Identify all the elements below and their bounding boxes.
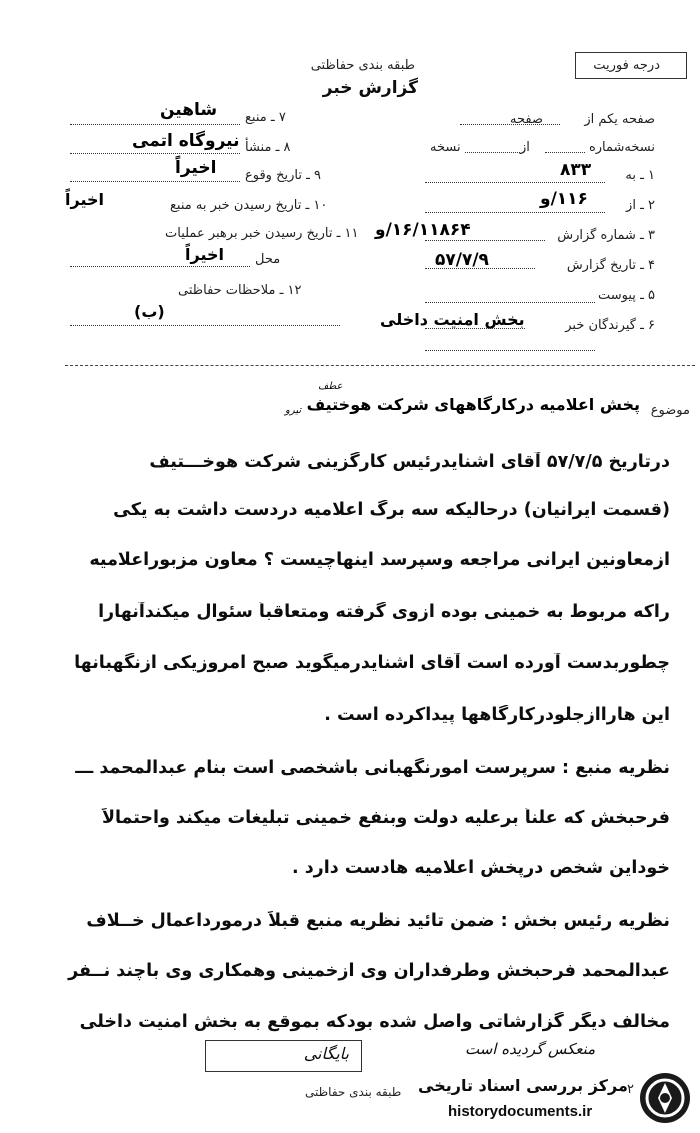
origin-label: ۸ ـ منشأ bbox=[245, 140, 291, 155]
source-receipt-date-value: اخیراً bbox=[65, 190, 104, 209]
copy-number-label: نسخه‌شماره bbox=[588, 140, 655, 155]
classification-label: طبقه بندی حفاظتی bbox=[310, 58, 415, 73]
recipients-label: ۶ ـ گیرندگان خبر bbox=[565, 318, 655, 333]
security-notes-label: ۱۲ ـ ملاحظات حفاظتی bbox=[178, 283, 302, 298]
footer-classification-label: طبقه بندی حفاظتی bbox=[305, 1085, 402, 1099]
report-number-label: ۳ ـ شماره گزارش bbox=[557, 228, 655, 243]
urgency-box bbox=[575, 52, 687, 79]
archive-stamp bbox=[205, 1040, 362, 1072]
stamp-text: بایگانی bbox=[303, 1044, 349, 1063]
event-date-value: اخیراً bbox=[175, 158, 217, 178]
recipients-value: بخش امنیت داخلی bbox=[380, 310, 525, 329]
body-line: چطوربدست آورده است آقای اشنایدرمیگوید صبح امروزیکی ازنگهبانها bbox=[74, 653, 670, 673]
watermark-url[interactable]: historydocuments.ir bbox=[448, 1103, 593, 1120]
watermark-org-name: مرکز بررسی اسناد تاریخی bbox=[418, 1076, 628, 1095]
handwritten-note: منعکس گردیده است bbox=[465, 1040, 596, 1058]
event-date-label: ۹ ـ تاریخ وقوع bbox=[245, 168, 322, 183]
body-line: فرحبخش که علناً برعلیه دولت وبنفع خمینی تبلیغات میکند واحتمالاً bbox=[101, 808, 670, 828]
origin-value: نیروگاه اتمی bbox=[132, 131, 240, 151]
body-line: درتاریخ ۵۷/۷/۵ آقای اشنایدرئیس کارگزینی شرکت هوخـــتیف bbox=[149, 452, 670, 472]
page-label: صفحه bbox=[510, 112, 543, 127]
body-line: نظریه منبع : سرپرست امورنگهبانی باشخصی است بنام عبدالمحمد ـــ bbox=[75, 758, 670, 778]
source-receipt-date-label: ۱۰ ـ تاریخ رسیدن خبر به منبع bbox=[170, 198, 328, 213]
to-value: ۸۳۳ bbox=[560, 160, 592, 180]
body-line: این هاراازجلودرکارگاهها پیداکرده است . bbox=[324, 705, 670, 725]
subject-text: پخش اعلامیه درکارگاههای شرکت هوختیف bbox=[306, 395, 640, 414]
report-number-value: ۱۶/۱۱۸۶۴/و bbox=[375, 220, 471, 240]
page-number: ۲ bbox=[627, 1082, 634, 1097]
body-line: (قسمت ایرانیان) درحالیکه سه برگ اعلامیه دردست داشت به یکی bbox=[113, 500, 670, 520]
subject-label: موضوع bbox=[650, 403, 690, 418]
body-line: ازمعاونین ایرانی مراجعه وسپرسد اینهاچیست ؟ معاون مزبوراعلامیه bbox=[89, 550, 670, 570]
document-title: گزارش خبر bbox=[322, 78, 418, 98]
copy-of-label: از bbox=[520, 140, 530, 155]
from-value: ۱۱۶/و bbox=[540, 189, 588, 209]
copy-label: نسخه bbox=[430, 140, 461, 155]
archive-logo-icon bbox=[640, 1073, 690, 1123]
body-line: خوداین شخص درپخش اعلامیه هادست دارد . bbox=[291, 858, 670, 878]
security-notes-value: (ب) bbox=[134, 302, 165, 321]
location-value: اخیراً bbox=[185, 245, 224, 264]
report-date-value: ۵۷/۷/۹ bbox=[435, 250, 489, 270]
page-of-label: صفحه یکم از bbox=[584, 112, 655, 127]
body-line: مخالف دیگر گزارشاتی واصل شده بودکه بموقع به بخش امنیت داخلی bbox=[79, 1012, 670, 1032]
body-line: عبدالمحمد فرحبخش وطرفداران وی ازخمینی وهمکاری وی باچند نــفر bbox=[68, 961, 670, 981]
location-label: محل bbox=[255, 252, 281, 267]
ops-receipt-date-label: ۱۱ ـ تاریخ رسیدن خبر برهبر عملیات bbox=[165, 226, 359, 241]
source-label: ۷ ـ منبع bbox=[245, 110, 286, 125]
subject-insert: عطف bbox=[318, 381, 343, 392]
urgency-label: درجه فوریت bbox=[593, 58, 660, 73]
to-label: ۱ ـ به bbox=[625, 168, 655, 183]
source-value: شاهین bbox=[160, 100, 218, 120]
body-line: نظریه رئیس بخش : ضمن تائید نظریه منبع قبلاً درمورداعمال خــلاف bbox=[86, 911, 670, 931]
subject-insert-2: تیرو bbox=[285, 405, 302, 416]
attachment-label: ۵ ـ پیوست bbox=[598, 288, 655, 303]
body-line: راکه مربوط به خمینی بوده ازوی گرفته ومتعاقباً سئوال میکندآنهارا bbox=[98, 602, 670, 622]
report-date-label: ۴ ـ تاریخ گزارش bbox=[566, 258, 655, 273]
from-label: ۲ ـ از bbox=[626, 198, 655, 213]
